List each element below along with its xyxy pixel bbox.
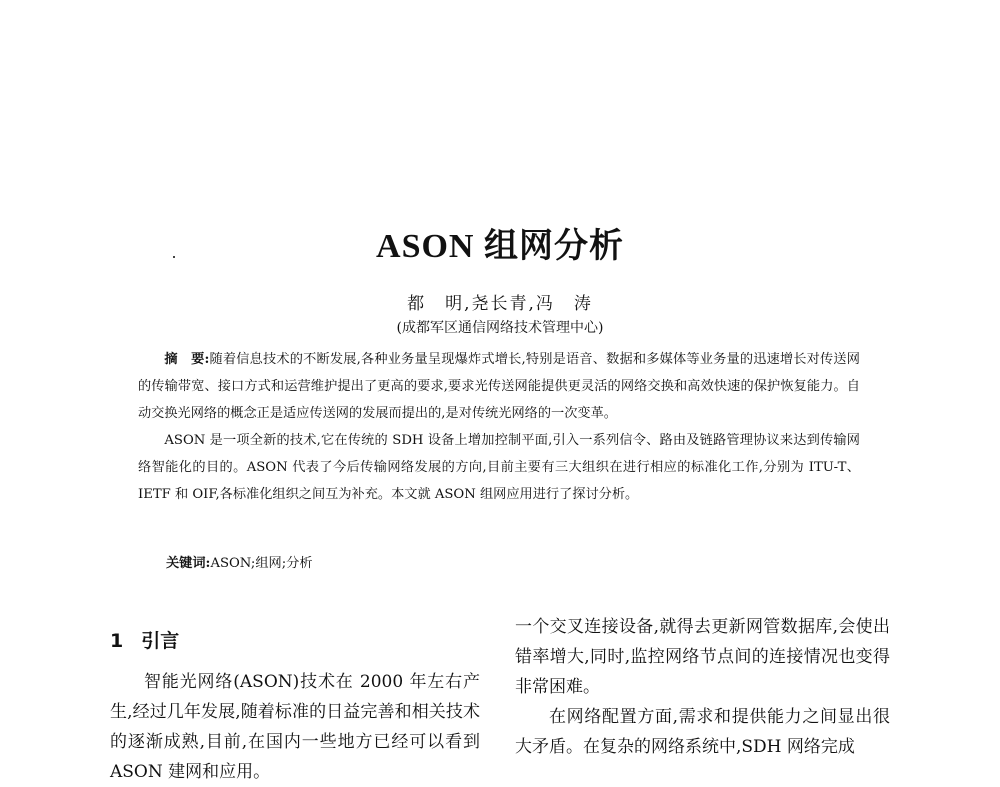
body-paragraph: 智能光网络(ASON)技术在 2000 年左右产生,经过几年发展,随着标准的日益完善和相关技术的逐渐成熟,目前,在国内一些地方已经可以看到 ASON 建网和应用。 xyxy=(110,672,480,782)
affiliation: (成都军区通信网络技术管理中心) xyxy=(396,320,604,336)
abstract xyxy=(138,346,860,508)
body-column-right xyxy=(515,612,890,762)
section-number: 1 xyxy=(110,630,124,652)
keywords xyxy=(166,552,313,571)
body-paragraph-continued: 一个交叉连接设备,就得去更新网管数据库,会使出错率增大,同时,监控网络节点间的连接情况也变得非常困难。 xyxy=(515,617,890,697)
speck-mark xyxy=(173,256,175,258)
body-column-left xyxy=(110,667,480,787)
authors: 都 明,尧长青,冯 涛 xyxy=(407,294,593,314)
section-title: 引言 xyxy=(141,630,180,652)
keywords-label: 关键词: xyxy=(166,556,211,571)
body-paragraph: 在网络配置方面,需求和提供能力之间显出很大矛盾。在复杂的网络系统中,SDH 网络完成 xyxy=(515,707,890,757)
abstract-paragraph-1 xyxy=(138,346,860,427)
abstract-paragraph-2: ASON 是一项全新的技术,它在传统的 SDH 设备上增加控制平面,引入一系列信令、路由及链路管理协议来达到传输网络智能化的目的。ASON 代表了今后传输网络发展的方向,目前主要有三大组织在进行相应的标准化工作,分别为 ITU-T、IETF 和 OIF,各标准化组织之间互为补充。本文就 ASON 组网应用进行了探讨分析。 xyxy=(138,433,860,502)
section-heading xyxy=(110,626,179,653)
abstract-label: 摘 要: xyxy=(164,352,210,367)
keywords-text: ASON;组网;分析 xyxy=(210,556,313,571)
abstract-text-1: 随着信息技术的不断发展,各种业务量呈现爆炸式增长,特别是语音、数据和多媒体等业务量的迅速增长对传送网的传输带宽、接口方式和运营维护提出了更高的要求,要求光传送网能提供更灵活的网络交换和高效快速的保护恢复能力。自动交换光网络的概念正是适应传送网的发展而提出的,是对传统光网络的一次变革。 xyxy=(138,352,860,421)
paper-title: ASON 组网分析 xyxy=(376,228,624,265)
